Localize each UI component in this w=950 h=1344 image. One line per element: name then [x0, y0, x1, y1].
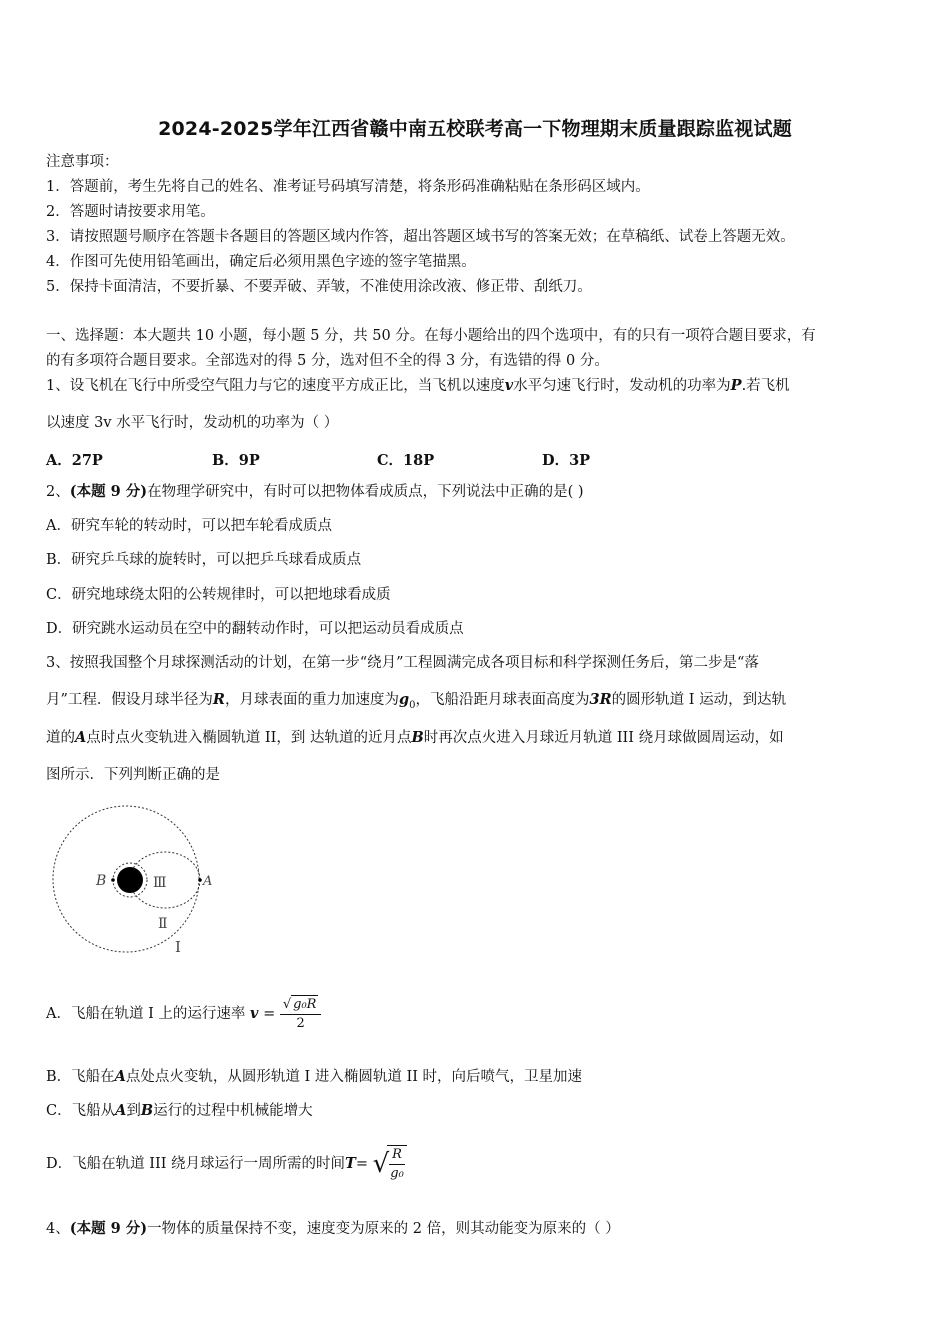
q2-option-b[interactable]: B．研究乒乓球的旋转时，可以把乒乓球看成质点 — [46, 552, 362, 568]
q3-option-a-numerator: g₀R — [293, 997, 317, 1012]
section-intro-line-2: 的有多项符合题目要求。全部选对的得 5 分，选对但不全的得 3 分，有选错的得 0 分。 — [46, 353, 609, 369]
q2-score: (本题 9 分) — [69, 483, 148, 500]
q3-option-b-text-b: 点处点火变轨，从圆形轨道 I 进入椭圆轨道 II 时，向后喷气，卫星加速 — [125, 1069, 583, 1085]
orbit-diagram — [50, 800, 230, 960]
q1-stem-line-2: 以速度 3v 水平飞行时，发动机的功率为（ ） — [46, 415, 339, 431]
q1-option-a[interactable]: A．27P — [46, 452, 103, 469]
q1-text-c: .若飞机 — [741, 378, 790, 394]
q2-option-a[interactable]: A．研究车轮的转动时，可以把车轮看成质点 — [46, 518, 332, 534]
q3-option-d-formula — [387, 1145, 407, 1183]
section-intro-line-1: 一、选择题：本大题共 10 小题，每小题 5 分，共 50 分。在每小题给出的四个选项中，有的只有一项符合题目要求，有 — [46, 328, 816, 344]
q3-var-g-sub: 0 — [409, 699, 416, 711]
q1-option-c[interactable]: C．18P — [377, 452, 435, 469]
label-a: A — [203, 874, 213, 889]
q2-option-c[interactable]: C．研究地球绕太阳的公转规律时，可以把地球看成质 — [46, 587, 391, 603]
label-ii: Ⅱ — [158, 916, 168, 932]
q3-option-c-text-b: 到 — [126, 1103, 141, 1119]
q3-option-a-eq: = — [258, 1006, 276, 1022]
q3-option-d[interactable] — [46, 1140, 407, 1188]
q4-stem-text: 一物体的质量保持不变，速度变为原来的 2 倍，则其动能变为原来的（ ） — [147, 1221, 620, 1237]
q3-option-c-var-a: A — [115, 1102, 127, 1119]
q3-text-3b: 点时点火变轨进入椭圆轨道 II，到 达轨道的近月点 — [86, 730, 412, 746]
notice-heading: 注意事项： — [46, 154, 119, 170]
q3-var-b: B — [411, 729, 424, 746]
q1-var-p: P — [730, 377, 742, 394]
point-b-dot — [111, 878, 115, 882]
notice-item-5: 5．保持卡面清洁，不要折暴、不要弄破、弄皱，不准使用涂改液、修正带、刮纸刀。 — [46, 279, 592, 295]
q3-option-c-var-b: B — [140, 1102, 154, 1119]
q3-option-b[interactable] — [46, 1067, 582, 1087]
point-a-dot — [198, 878, 202, 882]
notice-item-3: 3．请按照题号顺序在答题卡各题目的答题区域内作答，超出答题区域书写的答案无效；在草稿纸、试卷上答题无效。 — [46, 229, 795, 245]
q3-text-2b: ，月球表面的重力加速度为 — [224, 692, 399, 708]
q1-option-d[interactable]: D．3P — [542, 452, 591, 469]
sqrt-icon: √ — [372, 1149, 390, 1179]
q3-var-3r: 3R — [589, 691, 612, 708]
label-iii: Ⅲ — [153, 875, 167, 891]
q3-var-a: A — [75, 729, 87, 746]
q3-option-c-text-a: C．飞船从 — [46, 1103, 116, 1119]
moon-icon — [117, 867, 143, 893]
label-b: B — [96, 873, 107, 889]
q4-stem — [46, 1219, 620, 1239]
q3-stem-line-4: 图所示．下列判断正确的是 — [46, 767, 220, 783]
q4-score: (本题 9 分) — [69, 1220, 148, 1237]
q3-option-d-numerator: R — [389, 1146, 405, 1165]
q2-stem-text: 在物理学研究中，有时可以把物体看成质点，下列说法中正确的是( ) — [147, 484, 584, 500]
q3-option-d-denominator: g₀ — [390, 1166, 404, 1181]
q3-var-r: R — [212, 691, 225, 708]
q3-stem-line-1: 3、按照我国整个月球探测活动的计划，在第一步“绕月”工程圆满完成各项目标和科学探测任务后，第二步是“落 — [46, 655, 759, 671]
q3-option-d-var: T — [345, 1155, 356, 1172]
q3-option-a[interactable] — [46, 992, 321, 1036]
q3-text-2d: 的圆形轨道 I 运动，到达轨 — [611, 692, 787, 708]
q3-option-b-var: A — [114, 1068, 126, 1085]
page-title: 2024-2025学年江西省赣中南五校联考高一下物理期末质量跟踪监视试题 — [158, 118, 792, 140]
notice-item-1: 1．答题前，考生先将自己的姓名、准考证号码填写清楚，将条形码准确粘贴在条形码区域内。 — [46, 179, 650, 195]
q2-stem — [46, 482, 584, 502]
q3-option-c[interactable] — [46, 1101, 313, 1121]
q1-text-b: 水平匀速飞行时，发动机的功率为 — [513, 378, 731, 394]
q1-text-a: 1、设飞机在飞行中所受空气阻力与它的速度平方成正比，当飞机以速度 — [46, 378, 505, 394]
q3-stem-line-3 — [46, 728, 784, 748]
q3-text-3c: 时再次点火进入月球近月轨道 III 绕月球做圆周运动，如 — [423, 730, 784, 746]
q3-text-2a: 月”工程．假设月球半径为 — [46, 692, 213, 708]
q3-option-c-text-c: 运行的过程中机械能增大 — [153, 1103, 313, 1119]
q3-option-d-eq: = — [355, 1156, 368, 1172]
q1-option-b[interactable]: B．9P — [212, 452, 260, 469]
q3-option-a-formula: $\frac{\text{√ g₀R}}{2}$ — [280, 995, 322, 1033]
q3-stem-line-2 — [46, 690, 786, 716]
q2-number: 2、 — [46, 484, 70, 500]
q4-number: 4、 — [46, 1221, 70, 1237]
label-i: I — [175, 938, 181, 956]
q3-text-3a: 道的 — [46, 730, 75, 746]
q3-option-a-denominator: 2 — [296, 1016, 305, 1031]
notice-item-4: 4．作图可先使用铅笔画出，确定后必须用黑色字迹的签字笔描黑。 — [46, 254, 476, 270]
q3-option-a-var: v — [250, 1005, 259, 1022]
q3-option-d-text: D．飞船在轨道 III 绕月球运行一周所需的时间 — [46, 1156, 346, 1172]
q3-option-a-text: A．飞船在轨道 I 上的运行速率 — [46, 1006, 246, 1022]
q3-var-g: g — [398, 691, 410, 708]
q3-text-2c: ，飞船沿距月球表面高度为 — [415, 692, 590, 708]
q1-var-v: v — [504, 377, 514, 394]
q1-stem-line-1 — [46, 376, 790, 396]
q2-option-d[interactable]: D．研究跳水运动员在空中的翻转动作时，可以把运动员看成质点 — [46, 621, 464, 637]
q3-option-b-text-a: B．飞船在 — [46, 1069, 115, 1085]
notice-item-2: 2．答题时请按要求用笔。 — [46, 204, 215, 220]
